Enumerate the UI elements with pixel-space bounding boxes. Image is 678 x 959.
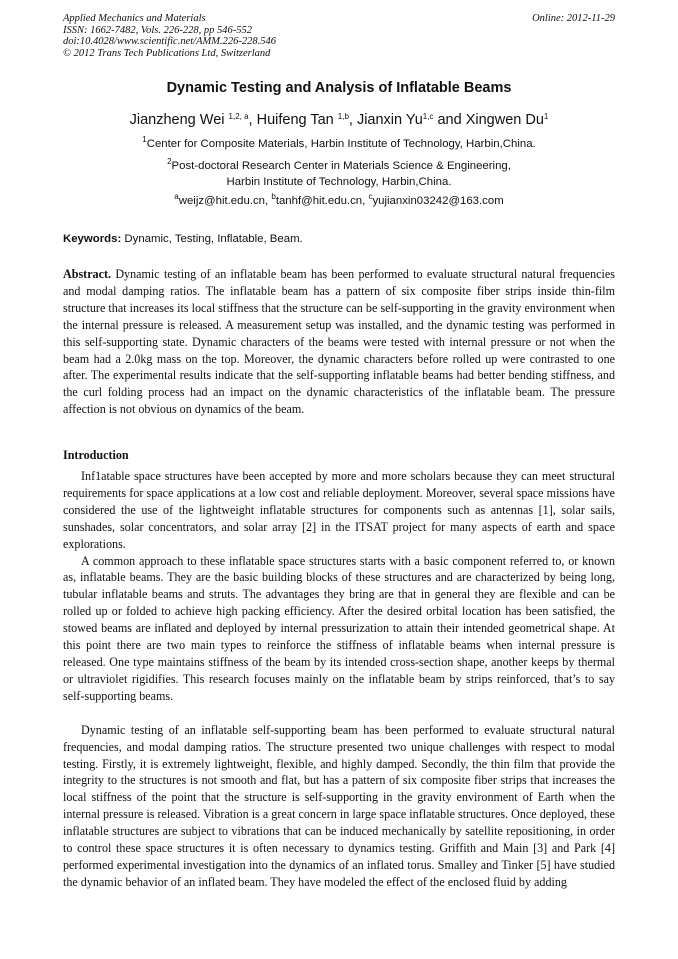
journal-header <box>63 13 443 59</box>
copyright-line: © 2012 Trans Tech Publications Ltd, Switzerland <box>63 47 271 59</box>
affil-text: Harbin Institute of Technology, Harbin,China. <box>226 175 452 188</box>
email-link[interactable]: tanhf@hit.edu.cn <box>275 195 363 207</box>
email-sup: a <box>174 192 179 201</box>
affiliation-1 <box>0 137 678 153</box>
keywords-label: Keywords: <box>63 233 122 245</box>
email-sep: , <box>265 195 272 207</box>
email-sup: b <box>271 192 276 201</box>
email-link[interactable]: yujianxin03242@163.com <box>372 195 504 207</box>
affil-text: Center for Composite Materials, Harbin Institute of Technology, Harbin,China. <box>146 138 536 150</box>
author-affil-sup: 1,2, a <box>228 112 249 121</box>
email-sep: , <box>362 195 369 207</box>
author-sep: , <box>348 112 357 128</box>
author-emails <box>0 192 678 207</box>
affil-text: Post-doctoral Research Center in Materials Science & Engineering, <box>171 160 511 172</box>
paragraph: Dynamic testing of an inflatable self-supporting beam has been performed to evaluate structural natural frequencies, and modal damping ratios. The structure presented two unique challenges with respect to modal testing. Firstly, it is extremely lightweight, flexible, and highly damped. Secondly, the thin film that provide the integrity to the structures is not smooth and flat, but has a pattern of six composite fiber strips that increases the local stiffness of the point that the structure is self-supporting in the gravity environment of Earth when the internal pressure is released. Vibration is a great concern in large space inflatable structures. Once deployed, these inflatable structures are subject to vibrations that can be induced mechanically by satellite repositioning, in order to control these space structures it is often necessary to dynamics testing. Griffith and Main [3] and Park [4] performed experimental investigation into the dynamics of an inflated torus. Smalley and Tinker [5] have studied the dynamic behavior of an inflated beam. They have modeled the effect of the enclosed fluid by adding <box>63 722 615 889</box>
issn-line: ISSN: 1662-7482, Vols. 226-228, pp 546-552 <box>63 24 252 36</box>
author-sep: , <box>248 112 257 128</box>
author-name: Xingwen Du <box>465 112 544 128</box>
abstract-text: Dynamic testing of an inflatable beam has been performed to evaluate structural natural frequencies and modal damping ratios. The inflatable beam has a pattern of six composite fiber strips inside thin-film structure that increases its local stiffness that the structure can be self-supporting in the gravity environment when the internal pressure is released. A measurement setup was installed, and the dynamic testing was performed in this self-supporting state. Dynamic characters of the beams were tested with internal pressure or not when the beam had a 2.0kg mass on the top. Moreover, the dynamic characters before rolled up were contrasted to one after. The experimental results indicate that the self-supporting inflatable beams had better bending stiffness, and the curl folding process had an impact on the dynamic characteristics of the inflatable beam. The pressure affection is not obvious on dynamics of the beam. <box>63 267 615 417</box>
author-affil-sup: 1,b <box>337 112 349 121</box>
keywords <box>63 233 303 245</box>
affil-sup: 2 <box>167 157 172 166</box>
paragraph: A common approach to these inflatable space structures starts with a basic component referred to, or known as, inflatable beams. They are the basic building blocks of these structures and are characterized by being long, tubular inflatable beams and struts. The advantages they bring are that in general they are flexible and can be rolled up or folded to achieve high packing efficiency. After the desired orbital location has been satisfied, the stowed beams are inflated and deployed by internal pressurization to attain their intended geometrical shape. At this point there are two main types to reinforce the stiffness of inflatable beams when internal pressure is released. One type maintains stiffness of the beam by its intended cross-section shape, another keeps by thermal or ultraviolet rigidifies. This research focuses mainly on the inflatable beam by strips reinforced, that’s to say self-supporting beams. <box>63 553 615 703</box>
author-name: Huifeng Tan <box>256 112 334 128</box>
author-affil-sup: 1 <box>543 112 549 121</box>
affil-sup: 1 <box>142 135 147 144</box>
introduction-body <box>63 468 615 891</box>
journal-name: Applied Mechanics and Materials <box>63 13 206 24</box>
online-date: Online: 2012-11-29 <box>532 13 615 24</box>
affiliation-2 <box>0 159 678 190</box>
email-sup: c <box>368 192 373 201</box>
author-sep: and <box>433 112 466 128</box>
email-link[interactable]: weijz@hit.edu.cn <box>178 195 266 207</box>
doi-line: doi:10.4028/www.scientific.net/AMM.226-228.546 <box>63 36 276 48</box>
abstract <box>63 266 615 418</box>
keywords-text: Dynamic, Testing, Inflatable, Beam. <box>121 233 303 245</box>
section-heading-introduction: Introduction <box>63 448 129 462</box>
author-list <box>0 112 678 128</box>
author-affil-sup: 1,c <box>422 112 434 121</box>
author-name: Jianxin Yu <box>356 112 423 128</box>
abstract-label: Abstract. <box>63 267 112 281</box>
author-name: Jianzheng Wei <box>129 112 225 128</box>
paper-title: Dynamic Testing and Analysis of Inflatable Beams <box>166 80 512 96</box>
paragraph: Inf1atable space structures have been accepted by more and more scholars because they can meet structural requirements for space applications at a low cost and reliable deployment. Moreover, several space missions have considered the use of the lightweight inflatable structures for components such as antennas [1], solar sails, sunshades, solar concentrators, and solar array [2] in the ITSAT project for many aspects of earth and space explorations. <box>63 469 615 551</box>
